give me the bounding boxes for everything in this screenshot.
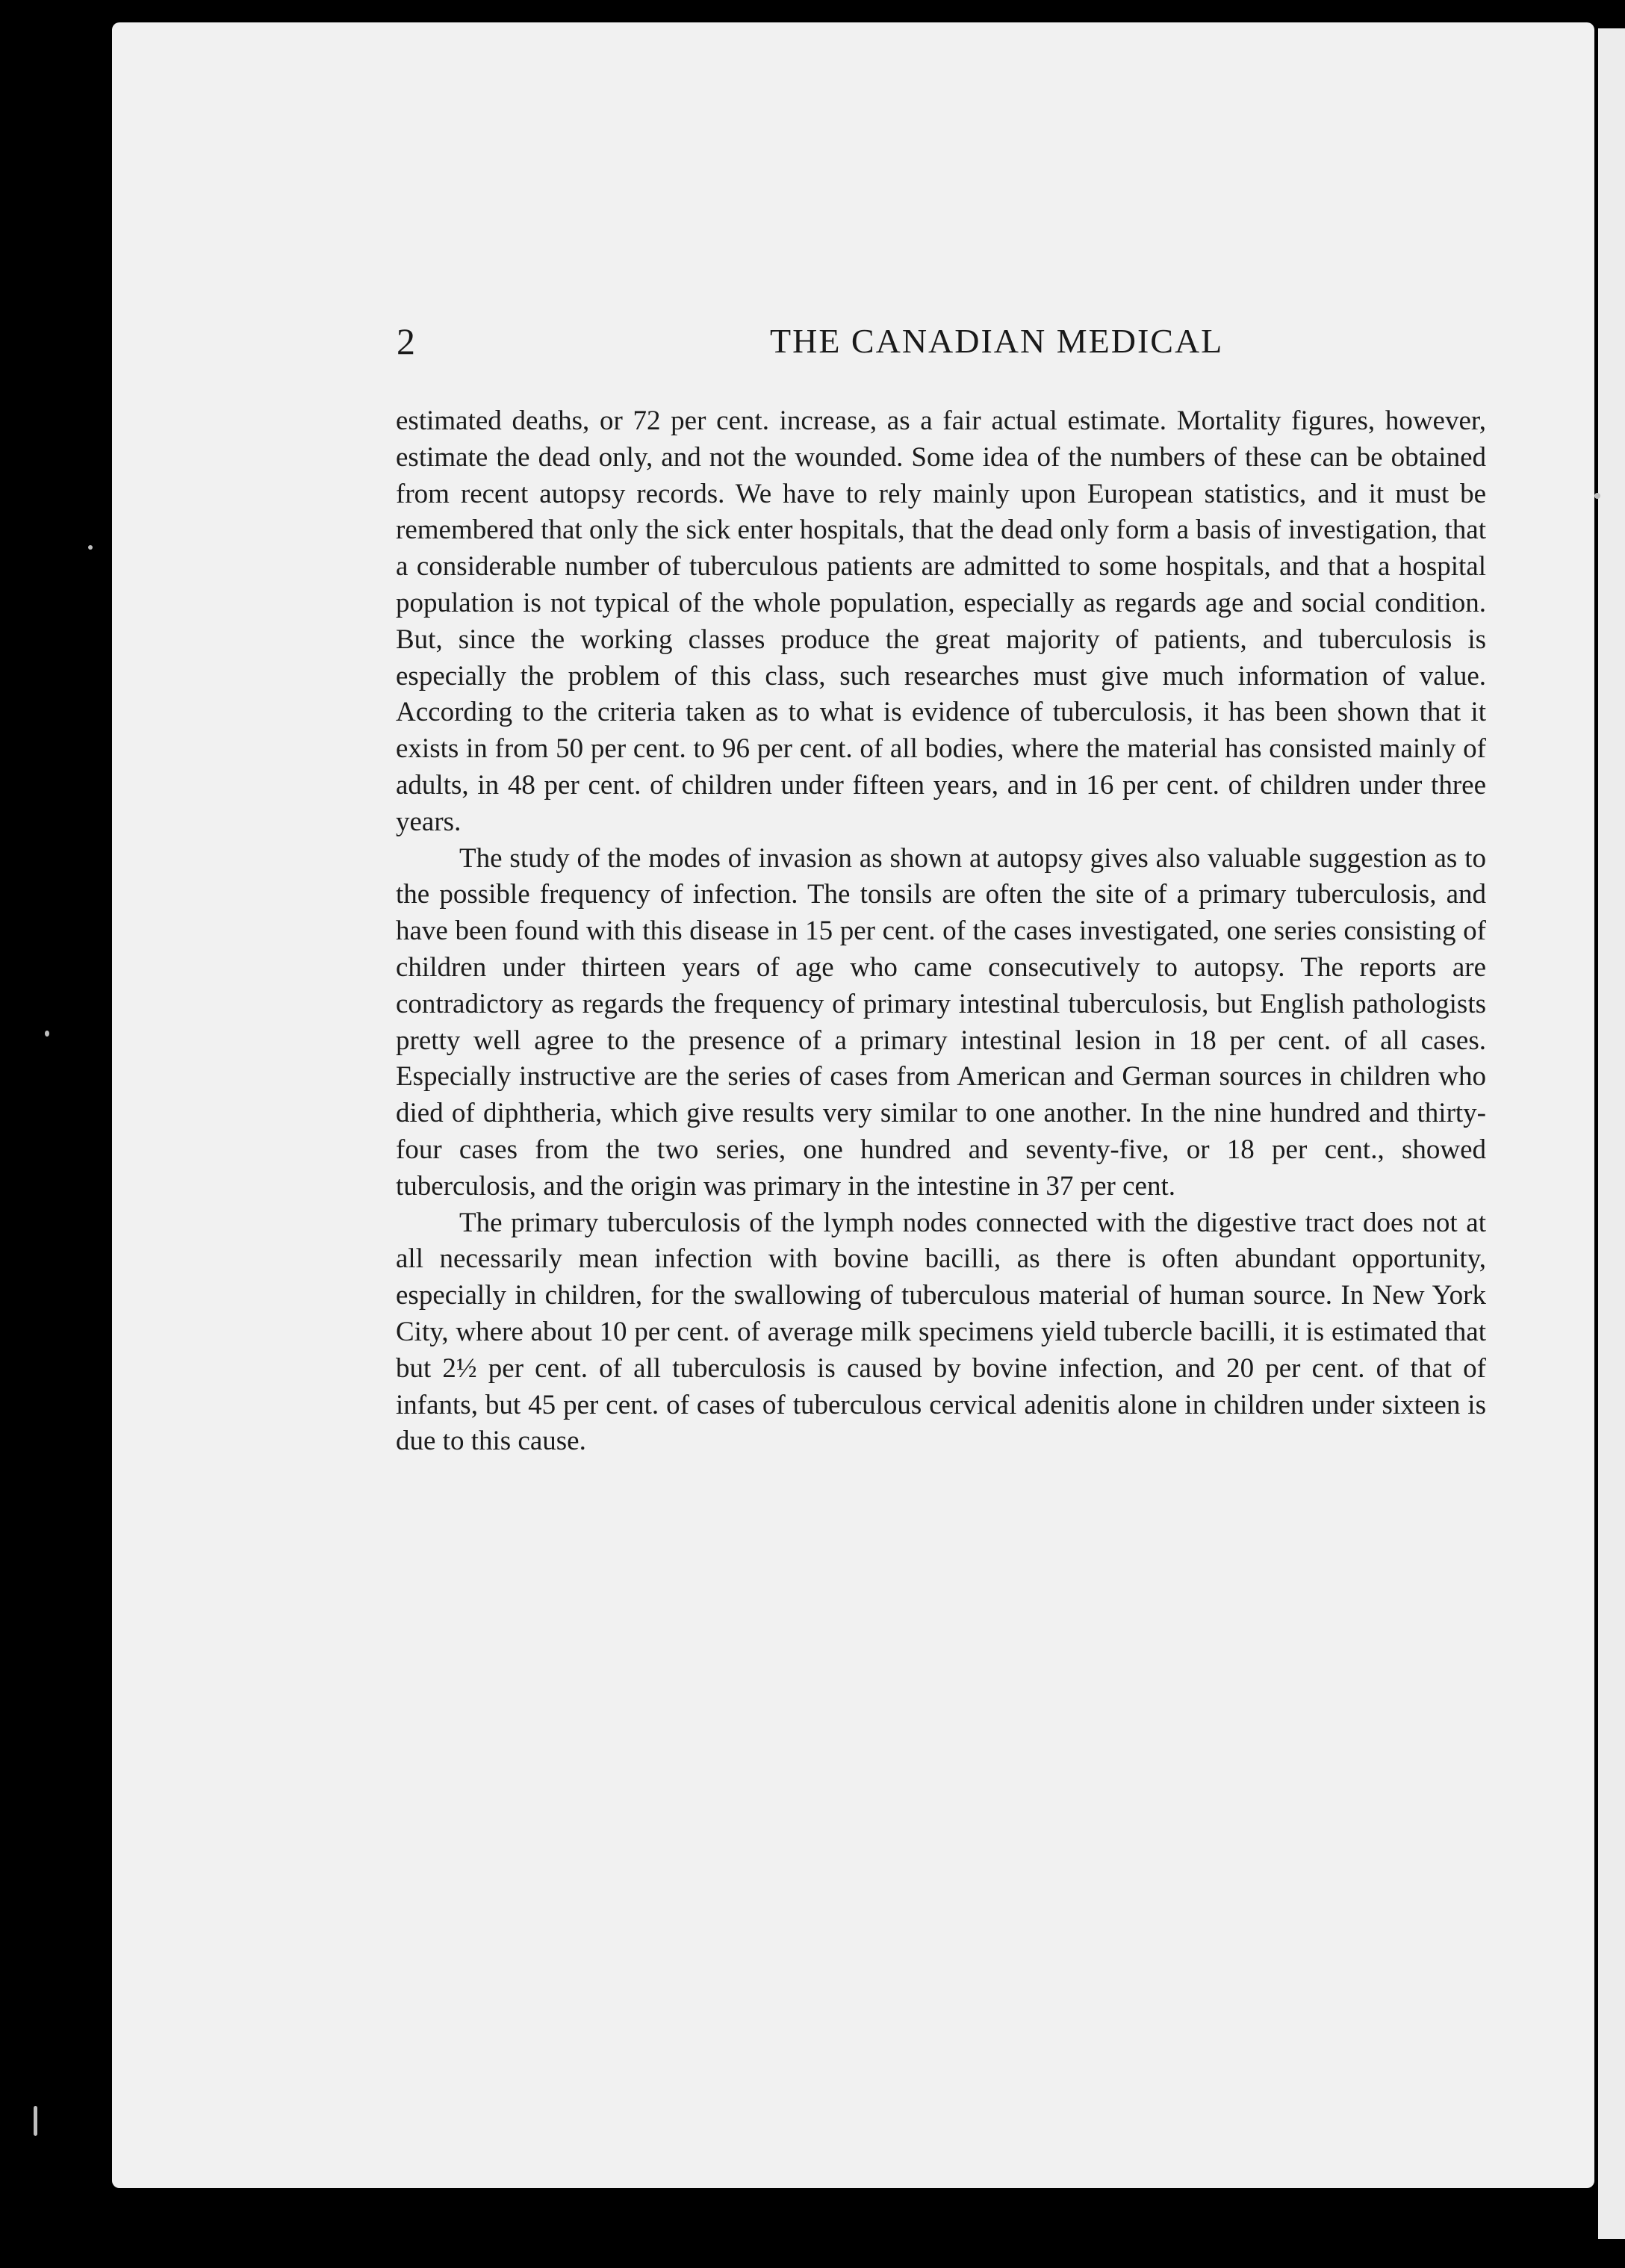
paragraph-1: estimated deaths, or 72 per cent. increase, as a fair actual estimate. Mortality figures, however, estimate the dead only, and not the wounded. Some idea of the numbers of these can be obtained from recent autopsy records. We have to rely mainly upon European statistics, and it must be remembered that only the sick enter hospitals, that the dead only form a basis of investigation, that a considerable number of tuberculous patients are admitted to some hospitals, and that a hospital population is not typical of the whole population, especially as regards age and social condition. But, since the working classes produce the great majority of patients, and tuberculosis is especially the problem of this class, such researches must give much information of value. According to the criteria taken as to what is evidence of tuberculosis, it has been shown that it exists in from 50 per cent. to 96 per cent. of all bodies, where the material has consisted mainly of adults, in 48 per cent. of children under fifteen years, and in 16 per cent. of children under three years. [396,406,1486,837]
body-text [396,403,1486,1460]
paragraph-3: The primary tuberculosis of the lymph nodes connected with the digestive tract does not at all necessarily mean infection with bovine bacilli, as there is often abundant opportunity, especially in children, for the swallowing of tuberculous material of human source. In New York City, where about 10 per cent. of average milk specimens yield tubercle bacilli, it is estimated that but 2½ per cent. of all tuberculosis is caused by bovine infection, and 20 per cent. of that of infants, but 45 per cent. of cases of tuberculous cervical adenitis alone in children under sixteen is due to this cause. [396,1207,1486,1457]
page-number: 2 [397,320,415,362]
paragraph-2: The study of the modes of invasion as shown at autopsy gives also valuable suggestion as to the possible frequency of infection. The tonsils are often the site of a primary tuberculosis, and have been found with this disease in 15 per cent. of the cases investigated, one series consisting of children under thirteen years of age who came consecutively to autopsy. The reports are contradictory as regards the frequency of primary intestinal tuberculosis, but English pathologists pretty well agree to the presence of a primary intestinal lesion in 18 per cent. of all cases. Especially instructive are the series of cases from American and German sources in children who died of diphtheria, which give results very similar to one another. In the nine hundred and thirty-four cases from the two series, one hundred and seventy-five, or 18 per cent., showed tuberculosis, and the origin was primary in the intestine in 37 per cent. [396,842,1486,1202]
scan-speck [34,2106,37,2136]
scan-speck [1594,493,1600,499]
running-head: THE CANADIAN MEDICAL [770,322,1224,360]
scan-speck [88,545,93,550]
page-header [397,320,1479,379]
scan-speck [45,1031,49,1037]
adjacent-page-edge [1598,28,1625,2239]
document-page [112,22,1594,2188]
